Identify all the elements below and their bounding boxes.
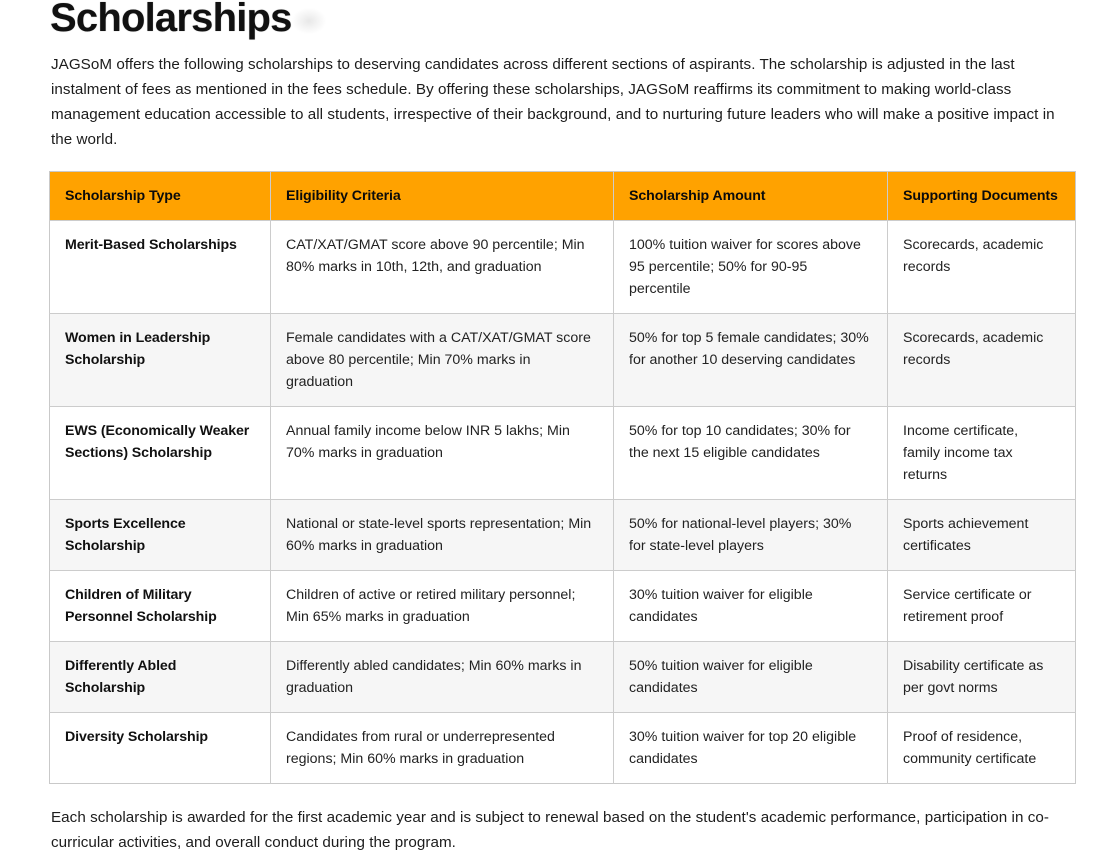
table-header-row (50, 172, 1076, 221)
cell-scholarship-type: Women in Leadership Scholarship (50, 314, 271, 407)
cell-scholarship-type: Diversity Scholarship (50, 713, 271, 784)
column-header-supporting-documents: Supporting Documents (888, 172, 1076, 221)
column-header-scholarship-type: Scholarship Type (50, 172, 271, 221)
page-title: Scholarships (50, 0, 292, 40)
cell-scholarship-amount: 50% for national-level players; 30% for state-level players (614, 500, 888, 571)
cell-scholarship-type: Sports Excellence Scholarship (50, 500, 271, 571)
cell-scholarship-type: Differently Abled Scholarship (50, 642, 271, 713)
cell-eligibility-criteria: CAT/XAT/GMAT score above 90 percentile; Min 80% marks in 10th, 12th, and graduation (271, 221, 614, 314)
cell-supporting-documents: Sports achievement certificates (888, 500, 1076, 571)
cell-scholarship-amount: 30% tuition waiver for eligible candidates (614, 571, 888, 642)
column-header-eligibility-criteria: Eligibility Criteria (271, 172, 614, 221)
table-header (50, 172, 1076, 221)
table-row (50, 571, 1076, 642)
table-row (50, 221, 1076, 314)
cell-supporting-documents: Proof of residence, community certificate (888, 713, 1076, 784)
cell-supporting-documents: Scorecards, academic records (888, 221, 1076, 314)
intro-paragraph: JAGSoM offers the following scholarships to deserving candidates across different sections of aspirants. The scholarship is adjusted in the last instalment of fees as mentioned in the fees schedule. By offering these scholarships, JAGSoM reaffirms its commitment to making world-class management education accessible to all students, irrespective of their background, and to nurturing future leaders who will make a positive impact in the world. (51, 56, 1055, 148)
cell-eligibility-criteria: National or state-level sports representation; Min 60% marks in graduation (271, 500, 614, 571)
cell-scholarship-amount: 50% for top 5 female candidates; 30% for another 10 deserving candidates (614, 314, 888, 407)
table-body (50, 221, 1076, 784)
cell-eligibility-criteria: Differently abled candidates; Min 60% marks in graduation (271, 642, 614, 713)
cell-scholarship-type: Merit-Based Scholarships (50, 221, 271, 314)
table-row (50, 642, 1076, 713)
title-shadow-decoration (292, 8, 326, 34)
cell-scholarship-type: Children of Military Personnel Scholarship (50, 571, 271, 642)
cell-eligibility-criteria: Children of active or retired military personnel; Min 65% marks in graduation (271, 571, 614, 642)
footer-paragraph: Each scholarship is awarded for the first academic year and is subject to renewal based on the student's academic performance, participation in co-curricular activities, and overall conduct during the program. (51, 809, 1049, 851)
cell-scholarship-amount: 30% tuition waiver for top 20 eligible candidates (614, 713, 888, 784)
cell-supporting-documents: Scorecards, academic records (888, 314, 1076, 407)
table-row (50, 500, 1076, 571)
cell-scholarship-type: EWS (Economically Weaker Sections) Scholarship (50, 407, 271, 500)
cell-scholarship-amount: 100% tuition waiver for scores above 95 percentile; 50% for 90-95 percentile (614, 221, 888, 314)
cell-eligibility-criteria: Annual family income below INR 5 lakhs; Min 70% marks in graduation (271, 407, 614, 500)
table-row (50, 407, 1076, 500)
cell-eligibility-criteria: Candidates from rural or underrepresented regions; Min 60% marks in graduation (271, 713, 614, 784)
cell-scholarship-amount: 50% for top 10 candidates; 30% for the next 15 eligible candidates (614, 407, 888, 500)
cell-eligibility-criteria: Female candidates with a CAT/XAT/GMAT score above 80 percentile; Min 70% marks in graduation (271, 314, 614, 407)
scholarships-table (49, 171, 1076, 784)
page-title-wrapper (45, 0, 292, 44)
cell-scholarship-amount: 50% tuition waiver for eligible candidates (614, 642, 888, 713)
cell-supporting-documents: Income certificate, family income tax returns (888, 407, 1076, 500)
table-row (50, 314, 1076, 407)
column-header-scholarship-amount: Scholarship Amount (614, 172, 888, 221)
table-row (50, 713, 1076, 784)
cell-supporting-documents: Service certificate or retirement proof (888, 571, 1076, 642)
cell-supporting-documents: Disability certificate as per govt norms (888, 642, 1076, 713)
